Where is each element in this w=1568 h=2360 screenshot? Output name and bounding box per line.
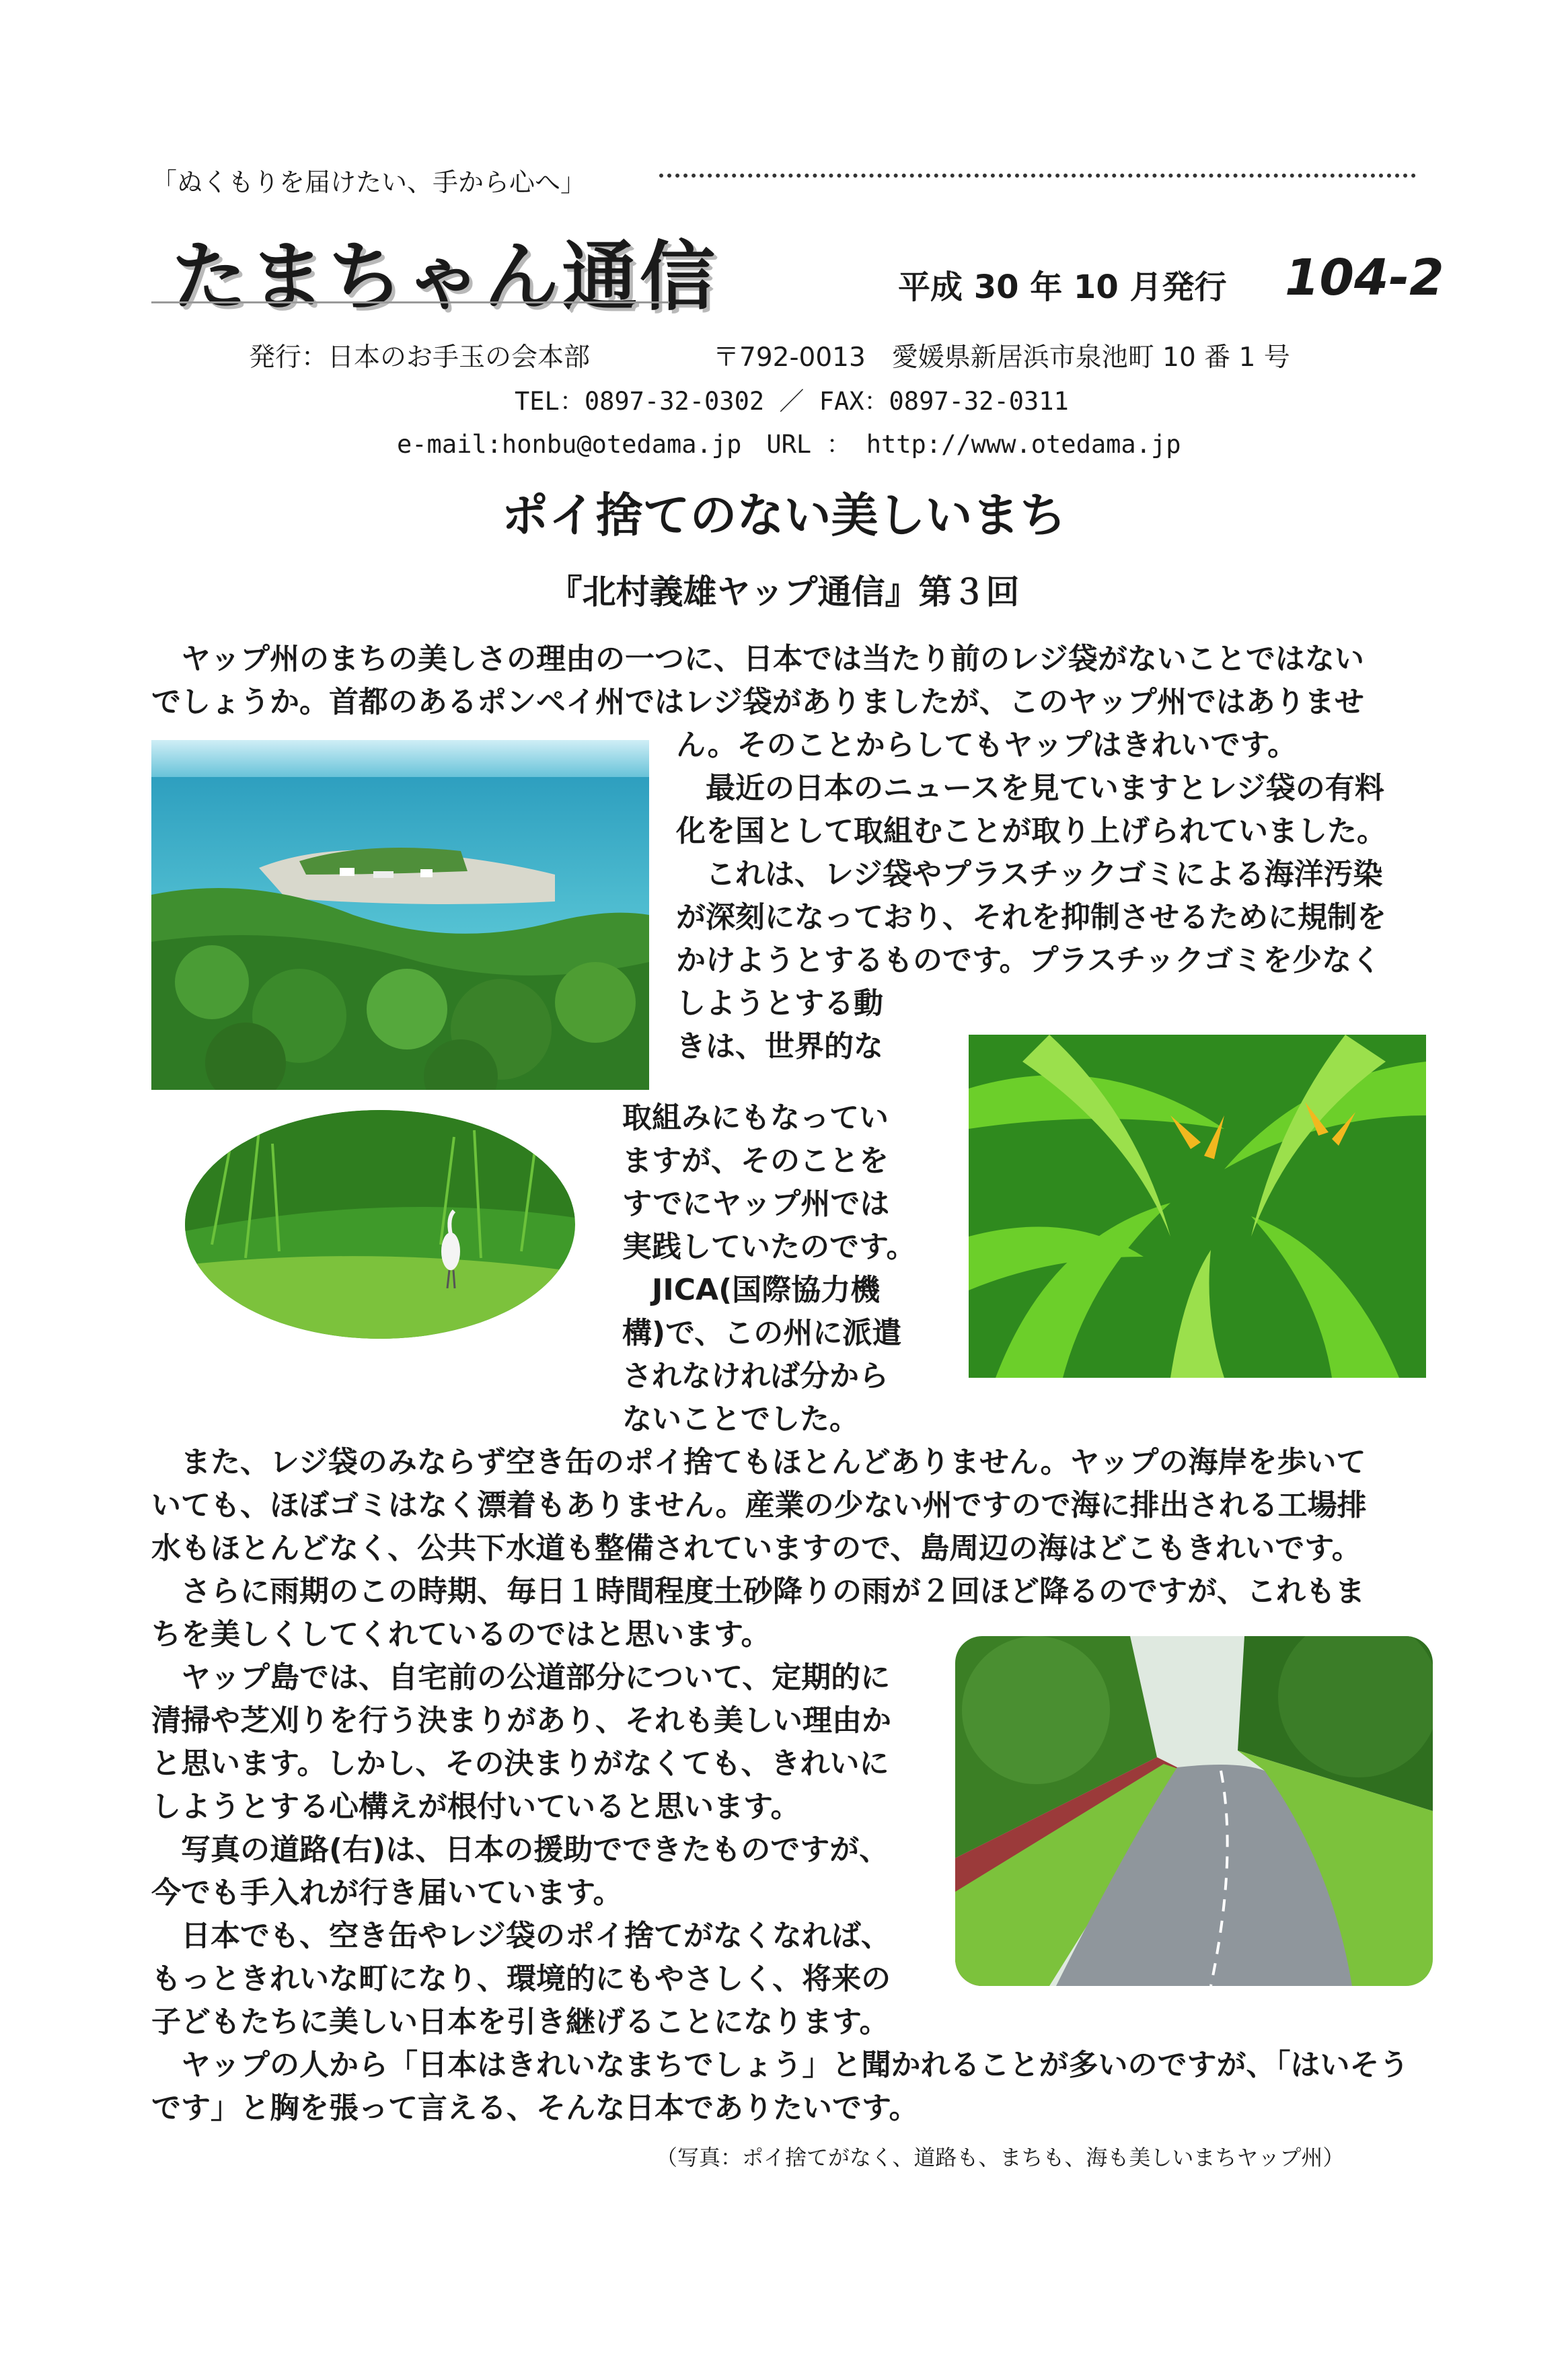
- island-coast-illustration: [151, 740, 649, 1090]
- body-line: これは、レジ袋やプラスチックゴミによる海洋汚染: [676, 857, 1383, 891]
- egret-illustration: [185, 1110, 575, 1339]
- body-line: ますが、そのことを: [622, 1144, 889, 1178]
- body-line: すでにヤップ州では: [622, 1187, 890, 1221]
- article-title: ポイ捨てのない美しいまち: [501, 488, 1067, 543]
- issue-number: 104-2: [1285, 249, 1444, 307]
- body-line: しようとする動: [676, 986, 883, 1021]
- body-line: ヤップ州のまちの美しさの理由の一つに、日本では当たり前のレジ袋がないことではない: [151, 642, 1364, 676]
- body-line: いても、ほぼゴミはなく漂着もありません。産業の少ない州ですので海に排出される工場排: [151, 1488, 1367, 1522]
- tel-fax: TEL：0897-32-0302 ／ FAX：0897-32-0311: [515, 387, 1069, 416]
- masthead-title: たまちゃん通信: [172, 233, 718, 321]
- body-line: 実践していたのです。: [622, 1230, 916, 1264]
- body-line: と思います。しかし、その決まりがなくても、きれいに: [151, 1746, 889, 1781]
- body-line: 水もほとんどなく、公共下水道も整備されていますので、島周辺の海はどこもきれいです。: [151, 1531, 1361, 1565]
- road-illustration: [955, 1636, 1433, 1986]
- body-line: 子どもたちに美しい日本を引き継げることになります。: [151, 2005, 889, 2039]
- body-line: ないことでした。: [622, 1402, 859, 1436]
- body-line: ヤップ島では、自宅前の公道部分について、定期的に: [151, 1660, 891, 1695]
- body-line: 今でも手入れが行き届いています。: [151, 1876, 623, 1910]
- email-url: e-mail:honbu@otedama.jp URL ： http://www.otedama.jp: [397, 430, 1181, 459]
- body-line: 最近の日本のニュースを見ていますとレジ袋の有料: [676, 771, 1384, 805]
- publisher: 発行：日本のお手玉の会本部: [249, 342, 591, 373]
- heliconia-illustration: [969, 1035, 1426, 1378]
- island-coast-photo: [151, 740, 649, 1090]
- body-line: 日本でも、空き缶やレジ袋のポイ捨てがなくなれば、: [151, 1919, 891, 1953]
- photo-caption: （写真：ポイ捨てがなく、道路も、まちも、海も美しいまちヤップ州）: [656, 2145, 1345, 2170]
- body-line: 取組みにもなってい: [622, 1101, 889, 1135]
- body-line: 化を国として取組むことが取り上げられていました。: [676, 814, 1386, 848]
- body-line: かけようとするものです。プラスチックゴミを少なく: [676, 943, 1382, 978]
- heliconia-plant-photo: [969, 1035, 1426, 1378]
- body-line: 清掃や芝刈りを行う決まりがあり、それも美しい理由か: [151, 1703, 891, 1738]
- body-line: また、レジ袋のみならず空き缶のポイ捨てもほとんどありません。ヤップの海岸を歩いて: [151, 1445, 1366, 1479]
- tagline: 「ぬくもりを届けたい、手から心へ」: [151, 168, 587, 197]
- tree-lined-road-photo: [955, 1636, 1433, 1986]
- dotted-rule: [659, 174, 1416, 178]
- article-subtitle: 『北村義雄ヤップ通信』第３回: [548, 573, 1020, 612]
- body-line: でしょうか。首都のあるポンペイ州ではレジ袋がありましたが、このヤップ州ではありませ: [151, 685, 1364, 719]
- body-line: 写真の道路(右)は、日本の援助でできたものですが、: [151, 1833, 889, 1867]
- body-line: しようとする心構えが根付いていると思います。: [151, 1790, 800, 1824]
- body-line: ん。そのことからしてもヤップはきれいです。: [676, 728, 1298, 762]
- body-line: もっときれいな町になり、環境的にもやさしく、将来の: [151, 1962, 891, 1996]
- publisher-address: 〒792-0013 愛媛県新居浜市泉池町 10 番 1 号: [713, 342, 1290, 373]
- body-line: です」と胸を張って言える、そんな日本でありたいです。: [151, 2091, 919, 2125]
- body-line: されなければ分から: [622, 1359, 889, 1393]
- body-line: ちを美しくしてくれているのではと思います。: [151, 1617, 771, 1652]
- body-line: きは、世界的な: [676, 1029, 883, 1064]
- issue-date: 平成 30 年 10 月発行: [898, 268, 1227, 306]
- body-line: 構)で、この州に派遣: [622, 1316, 902, 1350]
- egret-in-grass-photo: [185, 1110, 575, 1339]
- body-line: ヤップの人から「日本はきれいなまちでしょう」と聞かれることが多いのですが、「はいそう: [151, 2048, 1409, 2082]
- body-line: さらに雨期のこの時期、毎日１時間程度土砂降りの雨が２回ほど降るのですが、これもま: [151, 1574, 1365, 1609]
- body-line: JICA(国際協力機: [622, 1273, 881, 1307]
- masthead-underline: [151, 301, 669, 303]
- body-line: が深刻になっており、それを抑制させるために規制を: [676, 900, 1386, 934]
